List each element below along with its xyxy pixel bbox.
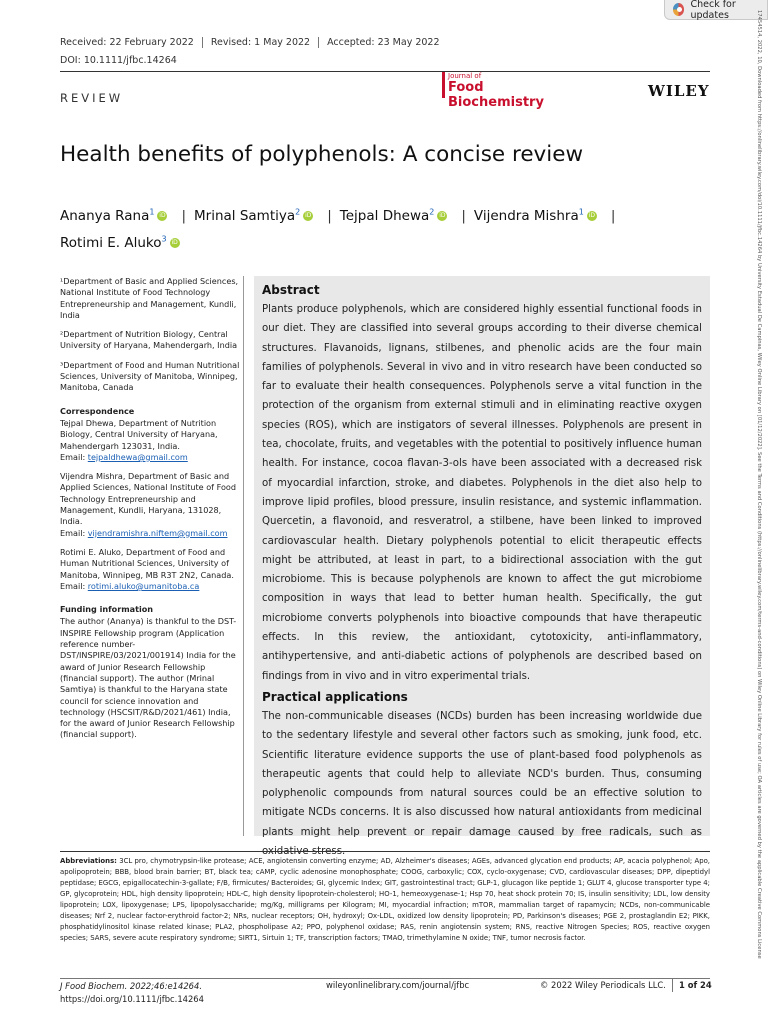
email-label: Email: [60, 580, 88, 591]
download-notice-text: 17454514, 2022, 10, Downloaded from https://onlinelibrary.wiley.com/doi/10.1111/jfbc.14264 by University Estadual De Campinas, Wiley Online Library on [01/12/2022]. See the Terms and Conditions (https://onlinelibrary.wiley.com/terms-and-conditions) on Wiley Online Library for rules of use; OA articles are governed by the applicable Creative Commons License [756, 10, 762, 959]
page-number: 1 of 24 [679, 980, 712, 990]
author-item[interactable] [474, 208, 603, 224]
orcid-icon[interactable]: iD [439, 211, 446, 219]
author-name: Vijendra Mishra [473, 207, 579, 224]
correspondence-address: Vijendra Mishra, Department of Basic and Applied Sciences, National Institute of Food Technology Entrepreneurship and Management, Kundli, Haryana, 131028, India. [60, 471, 237, 527]
author-name: Tejpal Dhewa [339, 207, 430, 224]
author-affiliation-marker: 2 [295, 207, 301, 216]
footer-divider [60, 978, 710, 979]
orcid-icon[interactable]: iD [159, 211, 166, 219]
author-item[interactable] [194, 208, 319, 224]
footer-doi-link[interactable]: https://doi.org/10.1111/jfbc.14264 [60, 994, 204, 1004]
abstract-heading: Abstract [262, 283, 320, 297]
correspondence-heading: Correspondence [60, 405, 135, 416]
footer-copyright: © 2022 Wiley Periodicals LLC. [540, 980, 666, 990]
affiliation: ¹Department of Basic and Applied Sciences, National Institute of Food Technology Entrepreneurship and Management, Kundli, India [60, 276, 239, 320]
abbreviations-divider [60, 851, 710, 852]
author-name: Ananya Rana [60, 207, 150, 224]
email-link[interactable]: rotimi.aluko@umanitoba.ca [87, 580, 200, 591]
footer-site-link[interactable]: wileyonlinelibrary.com/journal/jfbc [326, 980, 470, 990]
journal-logo-small: Journal of [448, 72, 482, 80]
author-separator: | [461, 207, 466, 224]
column-divider [243, 276, 244, 836]
received-date: Received: 22 February 2022 [60, 37, 203, 48]
author-affiliation-marker: 1 [149, 207, 155, 216]
correspondence-entry [60, 471, 240, 539]
email-label: Email: [60, 527, 88, 538]
crossmark-icon [673, 3, 684, 16]
author-name: Mrinal Samtiya [194, 207, 296, 224]
funding-text: The author (Ananya) is thankful to the DST-INSPIRE Fellowship program (Application reference number- DST/INSPIRE/03/2021/001914) India for the award of Junior Research Fellowship (financial support). The author (Mrinal Samtiya) is thankful to the Haryana state council for science innovation and technology (HSCSIT/R&D/2021/461) India, for the award of Junior Research Fellowship (financial support). [60, 616, 237, 740]
affiliation: ²Department of Nutrition Biology, Central University of Haryana, Mahendergarh, India [60, 329, 238, 351]
correspondence-address: Tejpal Dhewa, Department of Nutrition Biology, Central University of Haryana, Mahendergarh 123031, India. [60, 417, 218, 451]
author-item[interactable] [60, 208, 173, 224]
section-label: REVIEW [60, 91, 124, 105]
author-list [60, 200, 660, 255]
author-item[interactable] [60, 235, 186, 251]
header-divider [60, 71, 710, 72]
publisher-logo[interactable]: WILEY [648, 82, 710, 100]
author-affiliation-marker: 2 [429, 207, 435, 216]
author-item[interactable] [340, 208, 454, 224]
journal-logo[interactable] [442, 72, 570, 110]
orcid-icon[interactable]: iD [305, 211, 312, 219]
footer-journal-ref: J Food Biochem. 2022;46:e14264. [60, 981, 202, 991]
email-link[interactable]: vijendramishra.niftem@gmail.com [87, 527, 228, 538]
abbreviations [60, 856, 710, 944]
funding-heading: Funding information [60, 604, 154, 615]
author-name: Rotimi E. Aluko [60, 235, 162, 251]
correspondence-address: Rotimi E. Aluko, Department of Food and Human Nutritional Sciences, University of Manitoba, Winnipeg, MB R3T 2N2, Canada. [60, 546, 234, 580]
journal-logo-name: Food Biochemistry [448, 80, 544, 110]
author-separator: | [610, 207, 616, 224]
affiliation: ³Department of Food and Human Nutritional Sciences, University of Manitoba, Winnipeg, Manitoba, Canada [60, 359, 240, 393]
article-title: Health benefits of polyphenols: A concise review [60, 142, 584, 167]
practical-applications-text: The non-communicable diseases (NCDs) burden has been increasing worldwide due to the sedentary lifestyle and several other factors such as smoking, junk food, etc. Scientific literature evidence supports the use of plant-based food polyphenols as therapeutic agents that could help to alleviate NCD's burden. Thus, consuming polyphenolic compounds from natural sources could be an effective solution to mitigate NCDs concerns. It is also discussed how natural antioxidants from medicinal plants might help prevent or repair damage caused by free radicals, such as oxidative stress. [262, 710, 702, 858]
author-separator: | [327, 207, 332, 224]
abstract-box [254, 276, 710, 858]
footer-citation [60, 980, 204, 1006]
author-separator: | [181, 207, 187, 224]
author-affiliation-marker: 1 [578, 207, 584, 216]
abbreviations-label: Abbreviations: [60, 857, 117, 865]
footer-separator [672, 978, 673, 992]
article-dates [60, 37, 456, 48]
revised-date: Revised: 1 May 2022 [211, 37, 319, 48]
correspondence-entry [60, 547, 240, 592]
practical-applications-heading: Practical applications [262, 689, 408, 704]
orcid-icon[interactable]: iD [588, 211, 595, 219]
check-for-updates-label: Check for updates [690, 0, 736, 21]
abbreviations-text: 3CL pro, chymotrypsin-like protease; ACE, angiotensin converting enzyme; AD, Alzheimer's diseases; AGEs, advanced glycation end products; AP, acacia polyphenol; Apo, apolipoprotein; BBB, blood brain barrier; BT, black tea; cAMP, cyclic adenosine monophosphate; COOG, carboxylic; COX, cyclo-oxygenase; CVD, cardiovascular diseases; DPP, dipeptidyl peptidase; EGCG, epigallocatechin-3-gallate; F/B, firmicutes/ Bacteroides; GI, glycemic Index; GIT, gastrointestinal tract; GLP-1, glucagon like peptide 1; GLUT 4, glucose transporter type 4; GP, glycoprotein; HDL, high density lipoprotein; HDL-C, high density lipoprotein-cholesterol; HO-1, hemeoxygenase-1; Hsp 70, heat shock protein 70; IS, insulin sensitivity; LDL, low density lipoprotein; LOX, lipoxygenase; LPS, lipopolysaccharide; mg/Kg, milligrams per Kilogram; MI, myocardial infraction; mTOR, mammalian target of rapamycin; NCDs, non-communicable diseases; Nrf 2, nuclear factor-erythroid factor-2; NRs, nuclear receptors; OH, hydroxyl; Ox-LDL, oxidized low density lipoprotein; PD, Parkinson's diseases; PGE 2, prostaglandin E2; PIKK, phosphatidylinositol kinase related kinase; PLA2, phospholipase A2; PPO, polyphenol oxidase; RAS, renin angiotensin system; RNS, reactive Nitrogen Species; ROS, reactive oxygen species; SARS, severe acute respiratory syndrome; SIRT1, Sirtuin 1; TF, transcription factors; TMAO, trimethylamine N oxide; TNF, tumor necrosis factor. [60, 857, 710, 942]
correspondence-entry [60, 418, 240, 463]
abstract-text: Plants produce polyphenols, which are considered highly essential functional foods in our diet. They are classified into several groups according to their diverse chemical structures. Flavanoids, lignans, stilbenes, and phenolic acids are the four main families of polyphenols. Several in vivo and in vitro research have been conducted so far to evaluate their health consequences. Polyphenols serve a vital function in the protection of the organism from external stimuli and in eliminating reactive oxygen species (ROS), which are instigators of several illnesses. Polyphenols are present in tea, chocolate, fruits, and vegetables with the potential to positively influence human health. For instance, cocoa flavan-3-ols have been associated with a decreased risk of myocardial infarction, stroke, and diabetes. Polyphenols in the diet also help to improve lipid profiles, blood pressure, insulin resistance, and systemic inflammation. Quercetin, a flavonoid, and resveratrol, a stilbene, have been linked to improved cardiovascular health. Dietary polyphenols potential to elicit therapeutic effects might be attributed, at least in part, to a bidirectional association with the gut microbiome. This is because polyphenols are known to affect the gut microbiome composition in ways that lead to better human health. Specifically, the gut microbiome converts polyphenols into bioactive compounds that have therapeutic effects. In this review, the antioxidant, cytotoxicity, anti-inflammatory, antihypertensive, and anti-diabetic actions of polyphenols are described based on findings from in vivo and in vitro experimental trials. [262, 304, 702, 682]
email-label: Email: [60, 451, 88, 462]
download-notice-strip [748, 10, 764, 1020]
orcid-icon[interactable]: iD [171, 239, 178, 246]
accepted-date: Accepted: 23 May 2022 [327, 37, 440, 48]
doi-label: DOI: 10.1111/jfbc.14264 [60, 55, 177, 66]
email-link[interactable]: tejpaldhewa@gmail.com [87, 451, 188, 462]
author-affiliation-marker: 3 [161, 234, 167, 244]
article-info-column [60, 276, 240, 749]
